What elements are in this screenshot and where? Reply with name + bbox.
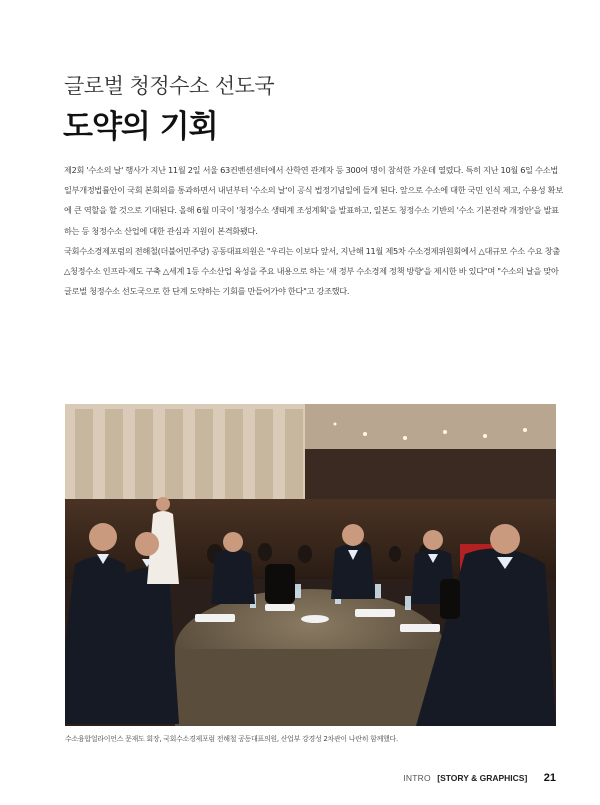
photo-caption: 수소융합얼라이언스 문재도 회장, 국회수소경제포럼 전해철 공동대표의원, 산업부 강경성 2차관이 나란히 함께했다. bbox=[65, 735, 398, 743]
event-photo-illustration bbox=[65, 404, 556, 726]
page-number: 21 bbox=[543, 772, 556, 784]
footer-section: [STORY & GRAPHICS] bbox=[437, 773, 528, 783]
body-paragraph-2: 국회수소경제포럼의 전해철(더불어민주당) 공동대표의원은 "우리는 이보다 앞서, 지난해 11월 제5차 수소경제위원회에서 △대규모 수소 수요 창출 △청정수소 인프라·제도 구축 △세계 1등 수소산업 육성을 주요 내용으로 하는 '새 정부 수소경제 정책 방향'을 제시한 바 있다"며 "수소의 날을 맞아 글로벌 청정수소 선도국으로 한 단계 도약하는 기회를 만들어가야 한다"고 강조했다. bbox=[64, 245, 560, 297]
footer-label: INTRO bbox=[403, 773, 431, 783]
body-paragraph-1: 제2회 '수소의 날' 행사가 지난 11월 2일 서울 63컨벤션센터에서 산학연 관계자 등 300여 명이 참석한 가운데 열렸다. 특히 지난 10월 6일 수소법 일부개정법률안이 국회 본회의를 통과하면서 내년부터 '수소의 날'이 공식 법정기념일에 들게 된다. 앞으로 수소에 대한 국민 인식 제고, 수용성 확보에 큰 역할을 할 것으로 기대된다. 올해 6월 미국이 '청정수소 생태계 조성계획'을 발표하고, 일본도 청정수소 기반의 '수소 기본전략 개정안'을 발표하는 등 청정수소 산업에 대한 관심과 지원이 본격화됐다. bbox=[64, 165, 563, 236]
article-subtitle: 글로벌 청정수소 선도국 bbox=[64, 74, 275, 98]
event-photo bbox=[65, 404, 556, 726]
page-footer bbox=[403, 768, 556, 786]
article-body bbox=[64, 160, 564, 301]
article-title: 도약의 기회 bbox=[63, 109, 218, 145]
